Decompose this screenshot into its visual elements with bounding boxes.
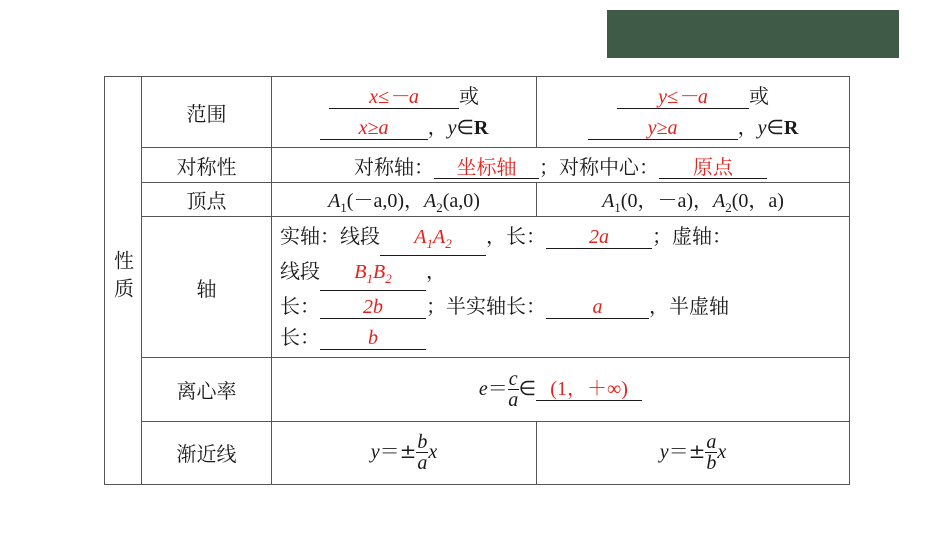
range-v-R: R: [783, 116, 799, 139]
range-h-R: R: [473, 116, 489, 139]
axis-text-9: 长：: [280, 325, 320, 349]
symmetry-axis-answer: 坐标轴: [434, 156, 539, 179]
vertex-h-a1-coord: (－a,0)，: [346, 189, 424, 212]
range-v-or: 或: [749, 83, 769, 108]
axis-real-seg-answer: $A_1A_2$: [380, 226, 486, 256]
axis-imag-seg-answer: $B_1B_2$: [320, 261, 426, 291]
range-h-or: 或: [459, 83, 479, 108]
eccentricity-in: ∈: [518, 377, 537, 400]
symmetry-label: 对称性: [142, 148, 272, 183]
range-vertical-cell: [537, 77, 850, 148]
axis-cell: [272, 217, 850, 357]
axis-half-imag-answer: b: [320, 327, 426, 350]
range-h-sep: ，: [427, 114, 448, 139]
axis-text-8: ，半虚轴: [649, 294, 729, 318]
asymptote-label: 渐近线: [142, 421, 272, 484]
row-symmetry: [105, 148, 850, 183]
symmetry-axis-prefix: 对称轴：: [354, 154, 434, 179]
vertex-h-a2-sub: 2: [436, 199, 443, 215]
axis-real-len-answer: 2a: [546, 226, 652, 249]
asymptote-h-y: y: [370, 441, 380, 464]
axis-text-4: 线段: [280, 259, 320, 283]
range-v-sep: ，: [737, 114, 758, 139]
section-label-cell: [105, 77, 142, 485]
axis-text-2: ，长：: [486, 224, 546, 248]
axis-text-6: 长：: [280, 294, 320, 318]
vertex-h-a2-coord: (a,0): [442, 189, 480, 212]
range-h-answer-1: x≤－a: [329, 86, 459, 109]
vertex-v-a1-sub: 1: [614, 199, 621, 215]
range-h-answer-2: x≥a: [320, 117, 428, 140]
eccentricity-label: 离心率: [142, 357, 272, 421]
eccentricity-answer: (1，＋∞): [536, 378, 642, 401]
asymptote-h-eq: ＝±: [379, 439, 417, 464]
asymptote-h-x: x: [428, 441, 438, 464]
header-banner: [607, 10, 899, 58]
vertex-v-a2-sub: 2: [725, 199, 732, 215]
vertex-h-a1: A: [328, 189, 341, 212]
axis-imag-len-answer: 2b: [320, 296, 426, 319]
range-h-y: y: [447, 116, 457, 139]
axis-text-3: ；虚轴：: [652, 224, 732, 248]
vertex-h-a1-sub: 1: [340, 199, 347, 215]
range-h-in: ∈: [456, 116, 474, 139]
axis-text-7: ；半实轴长：: [426, 294, 546, 318]
asymptote-v-eq: ＝±: [668, 439, 706, 464]
vertex-v-a1-coord: (0，－a)，: [620, 189, 713, 212]
range-v-in: ∈: [766, 116, 784, 139]
vertex-v-a2-coord: (0，a): [731, 189, 784, 212]
asymptote-v-y: y: [659, 441, 669, 464]
vertex-horizontal-cell: [272, 183, 537, 217]
row-vertex: [105, 183, 850, 217]
row-axis: [105, 217, 850, 357]
vertex-vertical-cell: [537, 183, 850, 217]
section-label: 性质: [110, 250, 135, 306]
symmetry-center-answer: 原点: [659, 156, 767, 179]
range-v-answer-1: y≤－a: [617, 86, 749, 109]
asymptote-vertical-cell: [537, 421, 850, 484]
eccentricity-cell: [272, 357, 850, 421]
asymptote-horizontal-cell: [272, 421, 537, 484]
asymptote-h-fraction: $\frac{b}{a}$: [417, 431, 428, 475]
row-asymptote: [105, 421, 850, 484]
hyperbola-properties-table: [104, 76, 850, 485]
row-range: [105, 77, 850, 148]
symmetry-cell: [272, 148, 850, 183]
vertex-h-a2: A: [424, 189, 437, 212]
row-eccentricity: [105, 357, 850, 421]
eccentricity-e: e: [478, 377, 488, 400]
symmetry-mid-text: ；对称中心：: [539, 154, 659, 179]
range-horizontal-cell: [272, 77, 537, 148]
vertex-v-a2: A: [713, 189, 726, 212]
asymptote-v-fraction: $\frac{a}{b}$: [706, 431, 717, 475]
axis-label: 轴: [142, 217, 272, 357]
axis-text-1: 实轴：线段: [280, 224, 380, 248]
vertex-v-a1: A: [602, 189, 615, 212]
eccentricity-fraction: $\frac{c}{a}$: [508, 367, 519, 411]
axis-text-5: ，: [426, 259, 446, 283]
range-label: 范围: [142, 77, 272, 148]
asymptote-v-x: x: [717, 441, 727, 464]
range-v-answer-2: y≥a: [588, 117, 738, 140]
eccentricity-eq: ＝: [487, 375, 508, 400]
axis-half-real-answer: a: [546, 296, 649, 319]
range-v-y: y: [757, 116, 767, 139]
vertex-label: 顶点: [142, 183, 272, 217]
